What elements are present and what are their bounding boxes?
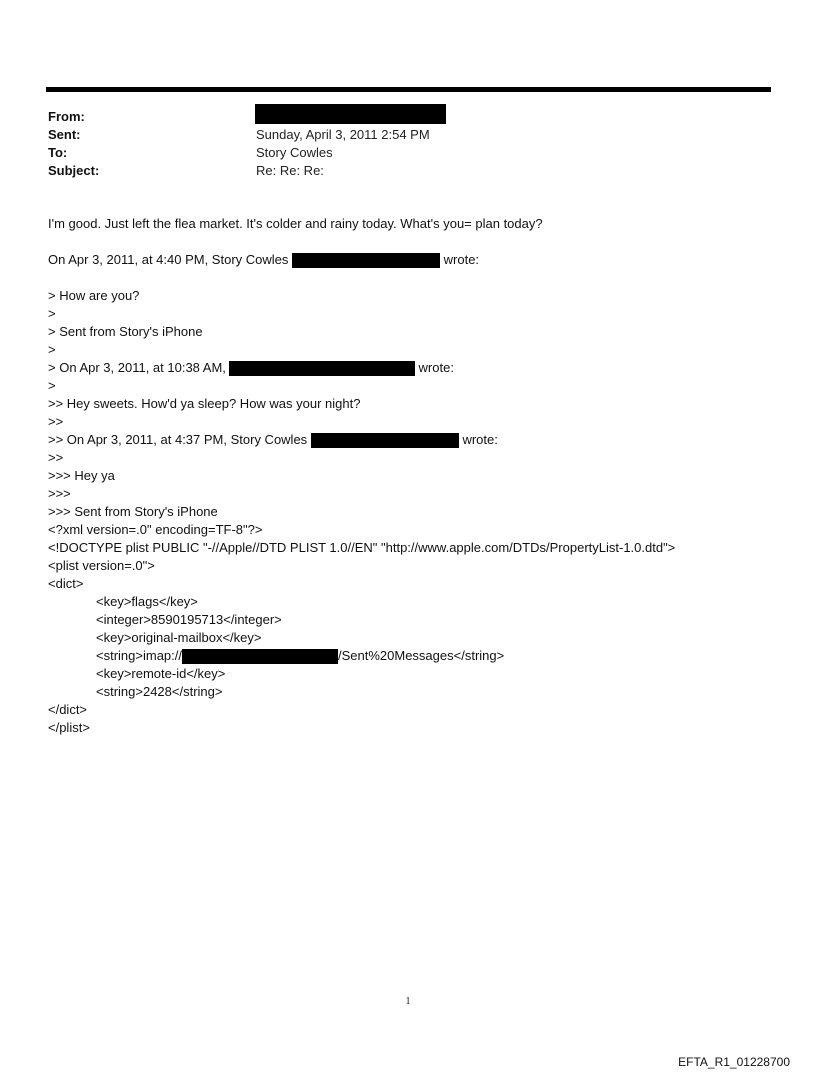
quoted-line: >> [48,414,64,429]
quoted-line: >>> [48,486,71,501]
attribution-wrote: wrote: [418,360,454,375]
attribution-text: >> On Apr 3, 2011, at 4:37 PM, Story Cowles [48,432,308,447]
quoted-line: > How are you? [48,288,140,303]
email-header [48,108,778,180]
plist-line [96,647,504,665]
from-label: From: [48,109,85,124]
reply-text: I'm good. Just left the flea market. It's colder and rainy today. What's you= plan today? [48,216,543,231]
plist-line: <key>flags</key> [96,594,198,609]
plist-line: <integer>8590195713</integer> [96,612,282,627]
sent-value: Sunday, April 3, 2011 2:54 PM [256,127,430,142]
attribution-text: On Apr 3, 2011, at 4:40 PM, Story Cowles [48,252,289,267]
redacted-email [292,253,440,268]
plist-line: <!DOCTYPE plist PUBLIC "-//Apple//DTD PLIST 1.0//EN" "http://www.apple.com/DTDs/PropertyList-1.0.dtd"> [48,540,676,555]
attribution-line [48,251,479,269]
quoted-line: > [48,342,56,357]
redacted-from [255,104,446,124]
attribution-wrote: wrote: [443,252,480,267]
plist-line: <string>2428</string> [96,684,223,699]
to-value: Story Cowles [256,145,333,160]
subject-value: Re: Re: Re: [256,163,324,178]
plist-line: </dict> [48,702,88,717]
bates-number: EFTA_R1_01228700 [678,1055,790,1069]
plist-line: <key>remote-id</key> [96,666,226,681]
plist-line: <key>original-mailbox</key> [96,630,262,645]
redacted-email [311,433,459,448]
quoted-line: >>> Hey ya [48,468,115,483]
redacted-sender [229,361,415,376]
plist-line: <plist version=.0"> [48,558,155,573]
redacted-mailbox [182,649,338,664]
header-rule [46,87,771,92]
to-label: To: [48,145,68,160]
quoted-line: > Sent from Story's iPhone [48,324,203,339]
quoted-line: >>> Sent from Story's iPhone [48,504,218,519]
subject-label: Subject: [48,163,100,178]
attribution-wrote: wrote: [462,432,498,447]
sent-label: Sent: [48,127,81,142]
attribution-text: > On Apr 3, 2011, at 10:38 AM, [48,360,226,375]
quoted-line: > [48,306,56,321]
attribution-line [48,431,498,449]
plist-line: <?xml version=.0" encoding=TF-8"?> [48,522,263,537]
email-body [48,215,778,735]
quoted-line: > [48,378,56,393]
plist-text: /Sent%20Messages</string> [338,648,505,663]
quoted-line: >> [48,450,64,465]
page-number: 1 [405,996,411,1007]
plist-line: </plist> [48,720,90,735]
attribution-line [48,359,454,377]
quoted-line: >> Hey sweets. How'd ya sleep? How was your night? [48,396,361,411]
plist-line: <dict> [48,576,84,591]
plist-text: <string>imap:// [96,648,182,663]
